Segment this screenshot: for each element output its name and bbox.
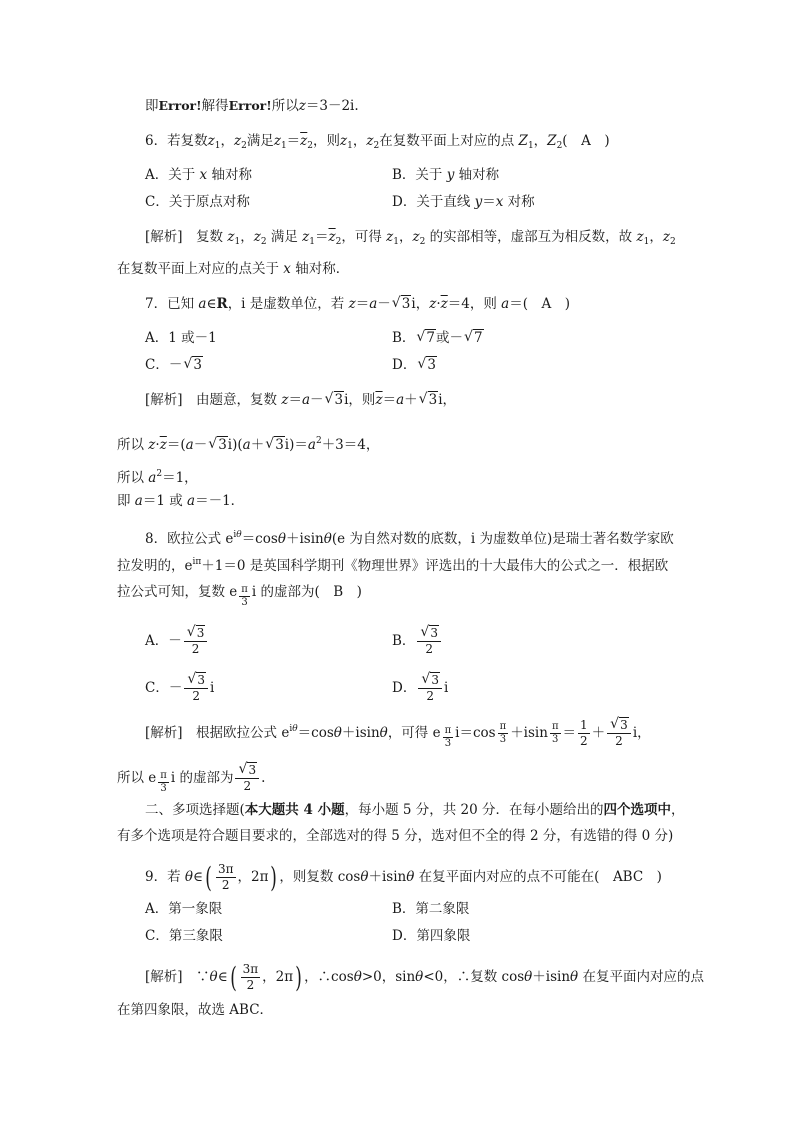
q9-analysis-1: [解析] ∵θ∈( $\frac{3\pi}{2}$ ，2π) ，∴cosθ>0，sinθ<0，∴复数 cosθ＋isinθ 在复平面内对应的点 [145,960,704,994]
q8-option-a: A．－ √ $\frac{3}{2}$ [145,626,209,657]
q6-option-b: B．关于 y 轴对称 [392,167,500,183]
q7-analysis-2: 所以 $z\cdot\overline{z}=(a-$ √ 3i)(a＋ √ $3i)=a^2+3=4$， [117,431,379,455]
q9-option-b: B．第二象限 [392,901,470,917]
q8-analysis-2: 所以 e $\frac{\pi}{3}$ i 的虚部为 √ $\frac{3}{2}$ . [117,763,265,795]
error-text: Error! [158,98,202,113]
q8-stem-1: 8．欧拉公式 $e^{i\theta}=\cos\theta+isin\theta(e$ 为自然对数的底数，i 为虚数单位)是瑞士著名数学家欧 [145,530,674,547]
q6-analysis-1: [解析] 复数 $z_1$，$z_2$ 满足 $z_1=\overline{z}_2$，可得 $z_1$，$z_2$ 的实部相等，虚部互为相反数，故 $z_1$，$z_2$ [145,229,676,247]
q9-option-c: C．第三象限 [145,928,223,944]
q9-stem: 9．若 θ∈( $\frac{3\pi}{2}$ ，2π) ，则复数 cosθ＋isinθ 在复平面内对应的点不可能在( ABC ) [145,860,662,894]
q9-analysis-2: 在第四象限，故选 ABC． [117,1002,274,1018]
text: 即 [145,98,159,114]
q6-stem: 6．若复数$z_1$，$z_2$满足$z_1=\overline{z}_2$，则$z_1$，$z_2$在复数平面上对应的点 $Z_1$，$Z_2$( A ) [145,133,610,151]
q7-analysis-4: 即 a＝1 或 a＝－1． [117,493,245,509]
q7-analysis-1: [解析] 由题意，复数 z＝a－ √ 3i，则$\overline{z}=a+$ √ 3i， [145,390,456,410]
section2-line-1: 二、多项选择题(本大题共 4 小题，每小题 5 分，共 20 分．在每小题给出的四个选项中， [145,802,685,818]
q7-option-d: D． √ 3 [392,355,437,375]
text: 所以 [271,98,299,114]
q8-option-b: B． √ $\frac{3}{2}$ [392,626,443,657]
q7-option-a: A．1 或－1 [145,330,217,346]
q8-option-c: C．－ √ $\frac{3}{2}$ i [145,673,214,704]
q9-option-d: D．第四象限 [392,928,471,944]
section2-line-2: 有多个选项是符合题目要求的，全部选对的得 5 分，选对但不全的得 2 分，有选错的得 0 分) [117,828,674,844]
q8-option-d: D． √ $\frac{3}{2}$ i [392,673,448,704]
q7-analysis-3: 所以 $a^2=1$， [117,469,198,486]
q6-analysis-2: 在复数平面上对应的点关于 x 轴对称． [117,261,350,277]
q7-option-b: B． √ 7或－ √ 7 [392,328,484,348]
q7-stem: 7．已知 a∈R，i 是虚数单位，若 z＝a－ √ 3i，$z\cdot\overline{z}=4$，则 a＝( A ) [145,294,570,314]
q8-stem-2: 拉发明的，$e^{i\pi}+1=0$ 是英国科学期刊《物理世界》评选出的十大最伟大的公式之一．根据欧 [117,557,669,574]
line-solution-end: 即Error!解得Error!所以z＝3－2i. [145,98,359,114]
error-text-2: Error! [228,98,272,113]
q6-option-a: A．关于 x 轴对称 [145,167,252,183]
q9-option-a: A．第一象限 [145,901,223,917]
q8-analysis-1: [解析] 根据欧拉公式 $e^{i\theta}=\cos\theta+isin\theta$，可得 e $\frac{\pi}{3}$ i＝cos $\frac{\pi}{3}$ ＋isin $\frac{\pi}{3}$ ＝ $\frac{1}{2}$ ＋ √ $\frac{3}{2}$ i， [145,718,651,750]
text: 解得 [201,98,229,114]
q6-option-c: C．关于原点对称 [145,194,250,210]
q7-option-c: C．－ √ 3 [145,355,203,375]
q8-stem-3: 拉公式可知，复数 e $\frac{\pi}{3}$ i 的虚部为( B ) [117,584,362,608]
q6-option-d: D．关于直线 y＝x 对称 [392,194,535,210]
